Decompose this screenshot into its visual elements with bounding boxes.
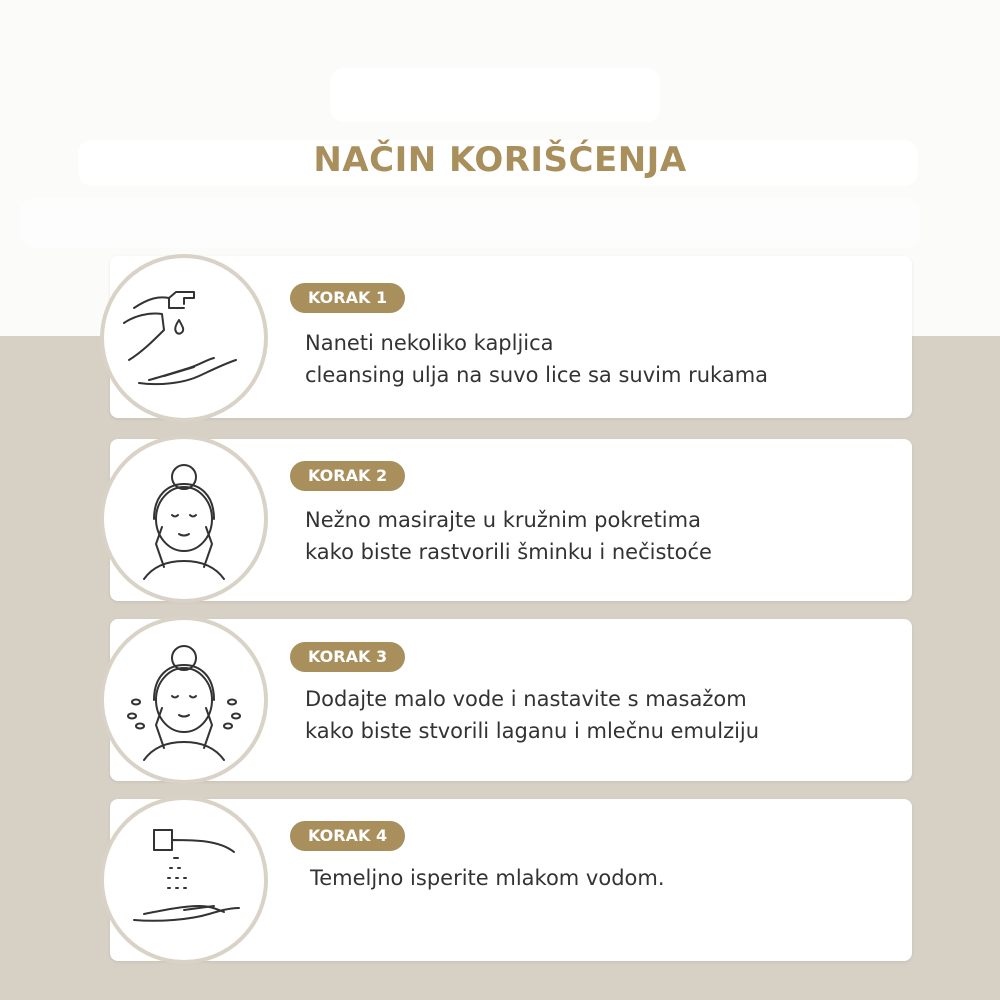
step-1-line-2: cleansing ulja na suvo lice sa suvim rukama xyxy=(305,363,769,387)
step-text-4 xyxy=(310,862,900,894)
step-4-line-1: Temeljno isperite mlakom vodom. xyxy=(310,866,665,890)
step-3-line-2: kako biste stvorili laganu i mlečnu emulziju xyxy=(305,719,760,743)
step-icon-circle-2 xyxy=(100,435,268,603)
face-water-splash-icon xyxy=(114,630,254,770)
ghost-banner-lower xyxy=(20,198,920,248)
step-1-line-1: Naneti nekoliko kapljica xyxy=(305,331,554,355)
pump-bottle-hand-icon xyxy=(114,268,254,408)
step-icon-circle-4 xyxy=(100,796,268,964)
step-badge-1: KORAK 1 xyxy=(290,283,405,313)
step-badge-4: KORAK 4 xyxy=(290,821,405,851)
step-3-line-1: Dodajte malo vode i nastavite s masažom xyxy=(305,687,747,711)
step-text-1 xyxy=(305,327,895,391)
page-title: NAČIN KORIŠĆENJA xyxy=(313,140,687,180)
step-icon-circle-3 xyxy=(100,616,268,784)
face-massage-icon xyxy=(114,449,254,589)
step-icon-circle-1 xyxy=(100,254,268,422)
faucet-hand-icon xyxy=(114,810,254,950)
ghost-banner-top xyxy=(330,68,660,122)
step-text-2 xyxy=(305,504,895,568)
step-2-line-1: Nežno masirajte u kružnim pokretima xyxy=(305,508,701,532)
step-badge-2: KORAK 2 xyxy=(290,461,405,491)
step-badge-3: KORAK 3 xyxy=(290,642,405,672)
step-text-3 xyxy=(305,683,895,747)
step-2-line-2: kako biste rastvorili šminku i nečistoće xyxy=(305,540,712,564)
